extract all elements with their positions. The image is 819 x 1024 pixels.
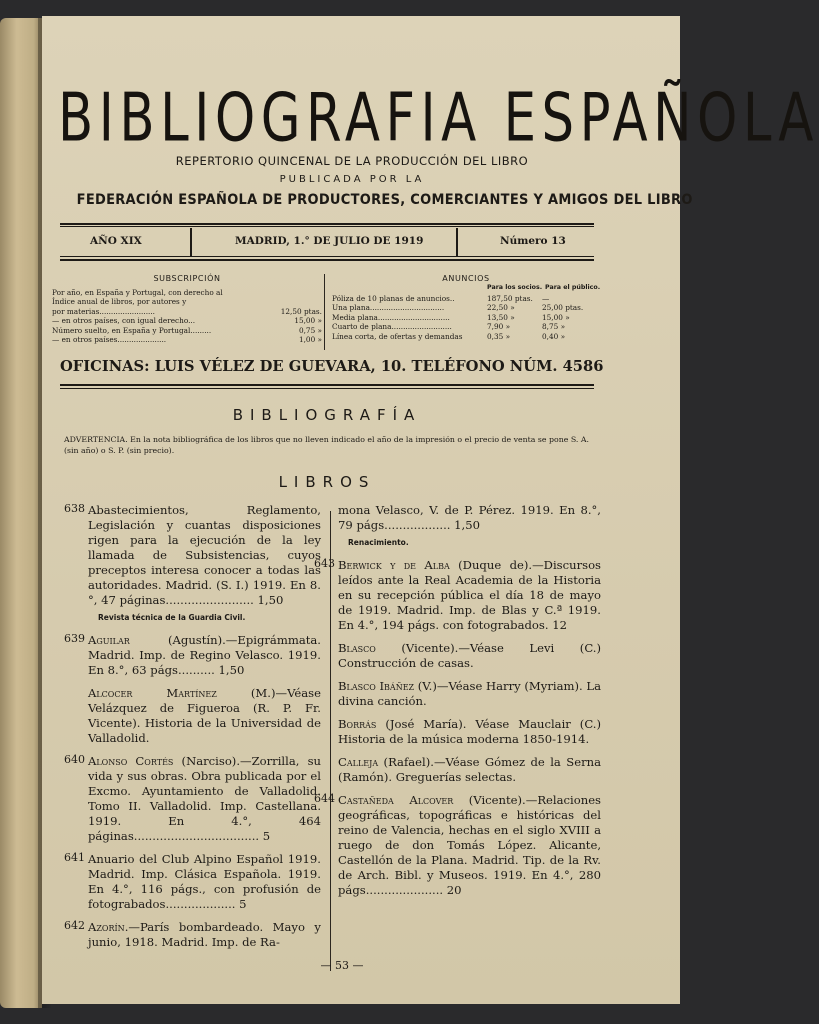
entry-number: 642 (64, 919, 85, 932)
ads-col-public: Para el público. (545, 284, 601, 291)
bibliography-entry (64, 919, 321, 950)
ads-row-label: Cuarto de plana.......................... (332, 322, 452, 332)
subscription-line (52, 316, 322, 325)
entry-text: .—París bombardeado. Mayo y junio, 1918. Madrid. Imp. de Ra- (88, 920, 321, 949)
subscription-line-price: 12,50 ptas. (280, 306, 322, 316)
offices-rule-thin (60, 388, 594, 389)
entry-publisher-note: Renacimiento. (348, 538, 409, 547)
offices-line: OFICINAS: LUIS VÉLEZ DE GUEVARA, 10. TELÉFONO NÚM. 4586 (60, 357, 604, 375)
section-title: BIBLIOGRAFÍA (232, 406, 422, 424)
entry-text: Abastecimientos, Reglamento, Legislación y cuantas disposiciones rigen para la ejecución de la ley llamada de Subsistencias, cuyos preceptos interesa conocer a todas las autoridades. Madrid. (S. I.) 1919. En 8.°, 47 páginas........................ 1,50 (88, 503, 321, 607)
issue-place-date: MADRID, 1.° DE JULIO DE 1919 (235, 235, 424, 247)
entry-text: (Vicente).—Véase Levi (C.) Construcción de casas. (338, 641, 601, 670)
entry-body (338, 717, 601, 747)
ads-row-public: 15,00 » (542, 312, 570, 322)
bibliography-entry (338, 755, 601, 785)
ads-row-public: 25,00 ptas. (542, 303, 584, 313)
header-bottom-rule (60, 259, 594, 261)
issue-row-divider (190, 228, 192, 256)
entry-text: (Narciso).—Zorrilla, su vida y sus obras. Obra publicada por el Excmo. Ayuntamiento de Valladolid. Tomo II. Valladolid. Imp. Castellana. 1919. En 4.°, 464 páginas.................................. 5 (88, 754, 322, 843)
subscription-block (52, 274, 322, 344)
issue-number: Número 13 (500, 235, 566, 247)
ads-row-public: 8,75 » (542, 322, 566, 332)
ads-row (332, 322, 600, 331)
advertencia-note: ADVERTENCIA. En la nota bibliográfica de los libros que no lleven indicado el año de la impresión o el precio de venta se pone S. A. (sin año) o S. P. (sin precio). (64, 435, 589, 455)
subscription-title: SUBSCRIPCIÓN (153, 274, 221, 283)
federation-line: FEDERACIÓN ESPAÑOLA DE PRODUCTORES, COMERCIANTES Y AMIGOS DEL LIBRO (76, 192, 693, 208)
issue-row-divider (456, 228, 458, 256)
entry-author: Alonso Cortés (88, 754, 174, 768)
entry-author: Calleja (338, 755, 379, 769)
issue-info-row (60, 228, 594, 256)
ads-row (332, 332, 600, 341)
subscription-line (52, 326, 322, 335)
bibliography-entry (338, 641, 601, 671)
ads-row-label: Media plana............................... (332, 312, 450, 322)
ads-row-members: 13,50 » (487, 312, 515, 322)
ads-row-label: Línea corta, de ofertas y demandas (332, 331, 463, 341)
entry-body (338, 503, 601, 533)
entry-author: Borrás (338, 717, 377, 731)
entry-number: 639 (64, 632, 85, 645)
subscription-line-text: — en otros países..................... (52, 334, 167, 344)
journal-subtitle: REPERTORIO QUINCENAL DE LA PRODUCCIÓN DEL LIBRO (175, 154, 529, 168)
entry-number: 641 (64, 851, 85, 864)
subscription-line (52, 288, 322, 297)
entry-author: Blasco Ibáñez (338, 679, 415, 693)
issue-year: AÑO XIX (90, 235, 142, 247)
entry-body (88, 633, 321, 678)
offices-rule (60, 384, 594, 386)
bibliography-entry (338, 717, 601, 747)
entry-text: (Vicente).—Relaciones geográficas, topográficas e históricas del reino de Valencia, hechas en el siglo XVIII a ruego de don Tomás López. Alicante, Castellón de la Plana. Madrid. Tip. de la Rv. de Arch. Bibl. y Museos. 1919. En 4.°, 280 págs..................... 20 (338, 793, 601, 897)
column-divider (330, 511, 331, 971)
bibliography-entry (64, 851, 321, 912)
bibliography-entry (338, 679, 601, 709)
entry-number: 640 (64, 753, 85, 766)
ads-row-members: 7,90 » (487, 322, 511, 332)
entry-body (338, 641, 601, 671)
entry-body (88, 920, 321, 950)
entry-body (88, 503, 321, 608)
bibliography-entry (64, 502, 321, 625)
entry-number: 643 (314, 557, 335, 570)
document-page (42, 16, 819, 1004)
right-column (314, 503, 601, 906)
subscription-line-price: 15,00 » (294, 316, 322, 326)
entry-text: mona Velasco, V. de P. Pérez. 1919. En 8.°, 79 págs.................. 1,50 (338, 503, 601, 532)
subscription-line-price: 1,00 » (298, 334, 322, 344)
header-column-divider (324, 274, 325, 350)
entry-number: 644 (314, 792, 335, 805)
entry-text: (Rafael).—Véase Gómez de la Serna (Ramón). Greguerías selectas. (338, 755, 601, 784)
left-column (64, 502, 322, 958)
entry-body (338, 679, 601, 709)
header-top-rule-thin (60, 226, 594, 227)
ads-row-label: Póliza de 10 planas de anuncios.. (332, 294, 455, 303)
ads-row-members: 187,50 ptas. (487, 294, 533, 303)
entry-author: Berwick y de Alba (338, 558, 450, 572)
ads-row (332, 313, 600, 322)
previous-page-edge (0, 18, 42, 1008)
subscription-line-text: por materias........................ (52, 306, 155, 316)
ads-row-members: 22,50 » (487, 303, 515, 313)
entry-text: (M.)—Véase Velázquez de Figueroa (R. P. Fr. Vicente). Historia de la Universidad de Valladolid. (88, 686, 321, 745)
bibliography-entry (64, 632, 321, 678)
subscription-line-text: — en otros países, con igual derecho... (52, 316, 196, 326)
header-bottom-rule-thin (60, 256, 594, 257)
entry-number: 638 (64, 502, 85, 515)
entry-body (338, 793, 601, 898)
entry-text: (José María). Véase Mauclair (C.) Historia de la música moderna 1850-1914. (338, 717, 601, 746)
entry-author: Blasco (338, 641, 376, 655)
subscription-line-price: 0,75 » (298, 325, 322, 335)
ads-row (332, 294, 600, 303)
subscription-line (52, 297, 322, 306)
subscription-line (52, 307, 322, 316)
bibliography-entry (314, 792, 601, 898)
subscription-line-text: Número suelto, en España y Portugal......... (52, 325, 212, 335)
entry-author: Azorín (88, 920, 125, 934)
entry-body (88, 852, 321, 912)
entry-author: Alcocer Martínez (88, 686, 217, 700)
entry-publisher-note: Revista técnica de la Guardia Civil. (98, 613, 246, 622)
bibliography-entry (64, 753, 322, 844)
entry-text: (V.)—Véase Harry (Myriam). La divina canción. (338, 679, 601, 708)
entry-text: Anuario del Club Alpino Español 1919. Madrid. Imp. Clásica Española. 1919. En 4.°, 116 págs., con profusión de fotograbados................... 5 (88, 852, 321, 911)
bibliography-entry (338, 503, 601, 550)
entry-author: Aguilar (88, 633, 130, 647)
ads-row-public: 0,40 » (542, 331, 566, 341)
ads-block (332, 274, 600, 341)
entry-body (338, 755, 601, 785)
subscription-line-text: Por año, en España y Portugal, con derecho al (52, 288, 223, 297)
subscription-line (52, 335, 322, 344)
published-by-line: PUBLICADA POR LA (279, 174, 425, 185)
ads-row-public: — (542, 294, 550, 303)
entry-body (338, 558, 601, 633)
page-number: — 53 — (320, 959, 364, 972)
ads-row (332, 303, 600, 312)
ads-title: ANUNCIOS (442, 274, 490, 283)
journal-title: BIBLIOGRAFIA ESPAÑOLA (58, 78, 819, 157)
bibliography-entry (314, 557, 601, 633)
entry-body (88, 754, 321, 844)
entry-text: (Agustín).—Epigrámmata. Madrid. Imp. de Regino Velasco. 1919. En 8.°, 63 págs.......... 1,50 (88, 633, 321, 677)
entry-body (88, 686, 321, 746)
bibliography-entry (88, 686, 321, 746)
ads-row-label: Una plana................................ (332, 303, 445, 313)
ads-col-members: Para los socios. (487, 284, 543, 291)
entry-text: (Duque de).—Discursos leídos ante la Real Academia de la Historia en su recepción pública el día 18 de mayo de 1919. Madrid. Imp. de Blas y C.ª 1919. En 4.°, 194 págs. con fotograbados. 12 (338, 558, 601, 632)
subscription-line-text: Índice anual de libros, por autores y (52, 297, 187, 307)
entry-author: Castañeda Alcover (338, 793, 454, 807)
subsection-title: LIBROS (278, 473, 376, 491)
header-top-rule (60, 223, 594, 225)
ads-row-members: 0,35 » (487, 331, 511, 341)
